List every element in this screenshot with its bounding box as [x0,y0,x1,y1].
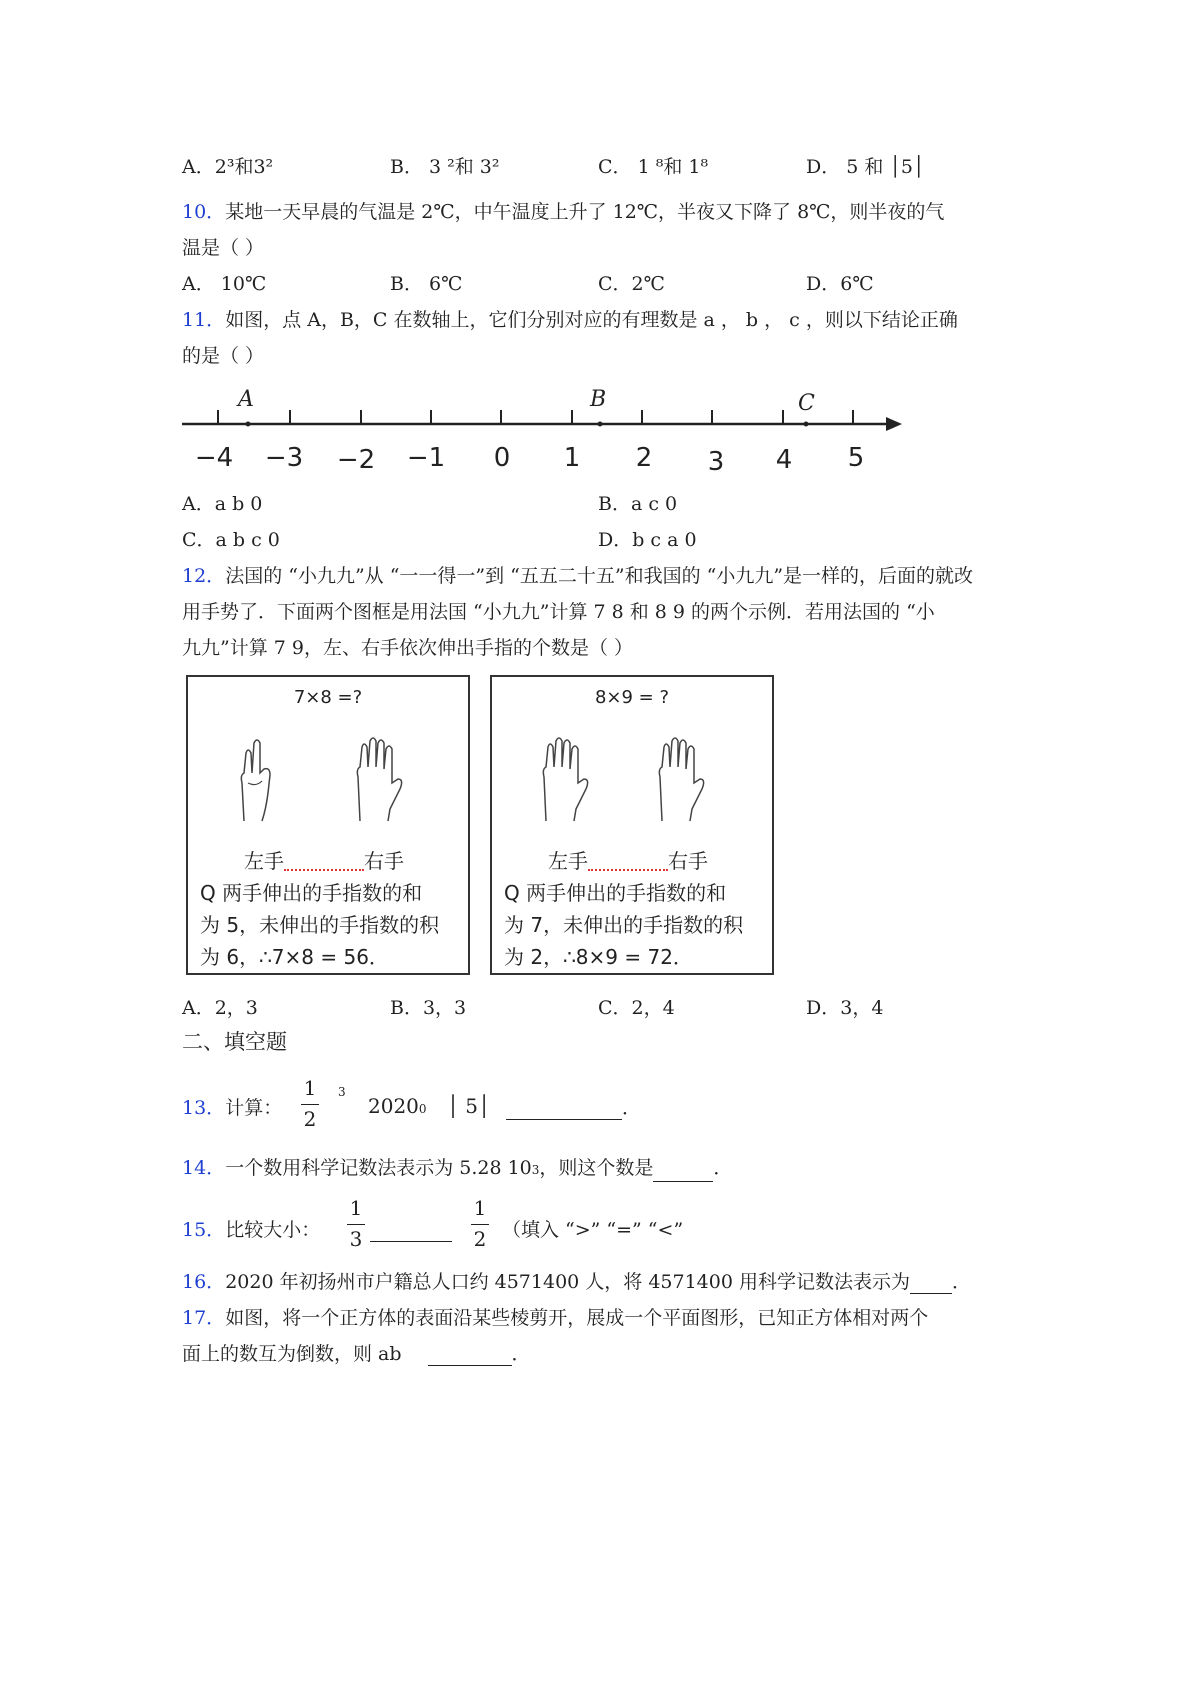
box1-line3: 为 6，∴7×8 = 56． [200,945,389,969]
box1-line1: Q 两手伸出的手指数的和 [200,881,423,905]
point-a-label: A [238,387,254,412]
example-box-7x8 [186,675,470,975]
point-c-label: C [798,391,815,416]
box2-line2: 为 7，未伸出的手指数的积 [504,913,744,937]
q12-option-d: D．3，4 [806,997,884,1019]
q15-prefix: 15．比较大小： [182,1219,321,1241]
tick-label-2: 2 [635,443,653,473]
q15-fraction-2: 1 2 [468,1196,492,1253]
q13-exponent: 3 [338,1085,346,1099]
section-title-fill-blank: 二、填空题 [182,1030,287,1054]
q16-line: 16．2020 年初扬州市户籍总人口约 4571400 人，将 4571400 用科学记数法表示为 ． [182,1271,971,1293]
right-hand-icon [350,733,406,823]
q17-answer-blank[interactable] [428,1345,512,1366]
q9-option-b: B． 3 ²和 3² [390,156,500,178]
left-hand-icon [232,733,282,823]
q11-option-d: D．b c a 0 [598,529,697,551]
q9-option-c: C． 1 ⁸和 1⁸ [598,156,709,178]
q11-option-a: A．a b 0 [182,493,263,515]
q9-option-d: D． 5 和 │5│ [806,156,925,178]
q10-option-a: A． 10℃ [182,273,267,295]
q13-answer-blank[interactable]: ． [506,1096,641,1120]
q12-option-c: C．2，4 [598,997,675,1019]
box1-title: 7×8 =? [293,687,363,708]
q13-fraction: 1 2 [298,1076,322,1133]
q10-line1: 10．某地一天早晨的气温是 2℃，中午温度上升了 12℃，半夜又下降了 8℃，则半夜的气 [182,201,945,223]
q10-option-d: D．6℃ [806,273,874,295]
point-b-label: B [590,387,607,412]
q11-line2: 的是（ ） [182,345,265,367]
right-hand-icon [652,733,708,823]
q16-answer-blank[interactable] [910,1273,952,1294]
q12-option-b: B．3，3 [390,997,467,1019]
q15-fraction-1: 1 3 [344,1196,368,1253]
box2-line3: 为 2，∴8×9 = 72． [504,945,693,969]
tick-label-0: 0 [493,443,511,473]
q11-option-b: B．a c 0 [598,493,678,515]
tick-label-3: 3 [707,447,725,477]
tick-label-neg2: −2 [336,445,376,475]
tick-label-neg1: −1 [406,443,446,473]
q13-expression: 20200 │ 5│ [368,1094,491,1118]
box2-title: 8×9 = ? [594,687,670,708]
tick-label-neg4: −4 [194,443,234,473]
q12-line3: 九九”计算 7 9，左、右手依次伸出手指的个数是（ ） [182,637,634,659]
number-line [170,380,910,480]
q15-answer-blank[interactable] [370,1218,452,1242]
q12-option-a: A．2，3 [182,997,258,1019]
q14-line: 14．一个数用科学记数法表示为 5.28 103，则这个数是 ． [182,1156,732,1182]
tick-label-1: 1 [563,443,581,473]
example-box-8x9 [490,675,774,975]
q17-line1: 17．如图，将一个正方体的表面沿某些棱剪开，展成一个平面图形，已知正方体相对两个 [182,1307,929,1329]
point-a-dot [246,422,251,427]
box1-hands-row: 左手 右手 [244,849,404,873]
q14-answer-blank[interactable] [653,1161,713,1182]
tick-label-4: 4 [775,445,793,475]
left-hand-icon [536,733,592,823]
q10-line2: 温是（ ） [182,237,265,259]
box1-line2: 为 5，未伸出的手指数的积 [200,913,440,937]
q12-line2: 用手势了．下面两个图框是用法国 “小九九”计算 7 8 和 8 9 的两个示例．若用法国的 “小 [182,601,935,623]
tick-label-neg3: −3 [264,443,304,473]
q11-line1: 11．如图，点 A，B，C 在数轴上，它们分别对应的有理数是 a ， b ， c ，则以下结论正确 [182,309,958,331]
q15-hint: （填入 “>” “=” “<” [502,1219,684,1241]
q13-prefix: 13．计算： [182,1097,283,1119]
box2-line1: Q 两手伸出的手指数的和 [504,881,727,905]
box2-hands-row: 左手 右手 [548,849,708,873]
q10-option-c: C．2℃ [598,273,665,295]
point-b-dot [598,422,603,427]
q17-line2: 面上的数互为倒数，则 ab ． [182,1343,531,1365]
q11-option-c: C．a b c 0 [182,529,280,551]
point-c-dot [804,422,809,427]
q10-option-b: B． 6℃ [390,273,463,295]
q9-option-a: A．2³和3² [182,156,274,178]
q12-line1: 12．法国的 “小九九”从 “一一得一”到 “五五二十五”和我国的 “小九九”是一样的，后面的就改 [182,565,974,587]
tick-label-5: 5 [847,443,865,473]
